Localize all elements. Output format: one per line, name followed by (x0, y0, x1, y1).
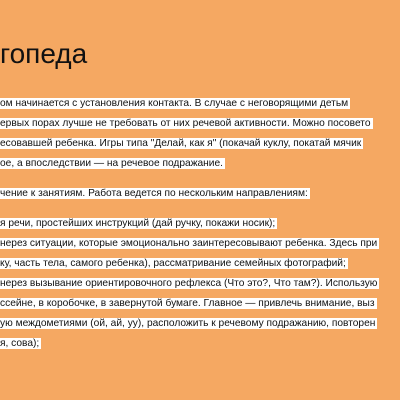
text-line-4 (0, 157, 225, 170)
text-line-12-text: я, сова); (0, 338, 40, 349)
text-line-9-text: нерез вызывание ориентировочного рефлекса (Что это?, Что там?). Использую (0, 278, 378, 289)
text-line-12 (0, 337, 41, 350)
text-line-1-text: ом начинается с установления контакта. В случае с неговорящими детьм (0, 98, 349, 109)
text-line-2 (0, 117, 373, 130)
text-line-5 (0, 187, 310, 200)
text-line-6-text: я речи, простейших инструкций (дай ручку, покажи носик); (0, 218, 276, 229)
text-line-6 (0, 217, 277, 230)
slide-title: гопеда (0, 38, 88, 69)
text-line-3 (0, 137, 363, 150)
text-line-7 (0, 237, 379, 250)
text-line-5-text: чение к занятиям. Работа ведется по нескольким направлениям: (0, 188, 308, 199)
text-line-7-text: нерез ситуации, которые эмоционально заинтересовывают ребенка. Здесь при (0, 238, 378, 249)
text-line-11-text: ую междометиями (ой, ай, уу), расположить к речевому подражанию, повторен (0, 318, 376, 329)
text-line-10-text: ссейне, в коробочке, в завернутой бумаге. Главное — привлечь внимание, выз (0, 298, 375, 309)
text-line-8 (0, 257, 348, 270)
text-line-2-text: ервых порах лучше не требовать от них речевой активности. Можно посовето (0, 118, 371, 129)
text-line-11 (0, 317, 377, 330)
text-line-3-text: есовавшей ребенка. Игры типа "Делай, как я" (покачай куклу, покатай мячик (0, 138, 362, 149)
text-line-1 (0, 97, 350, 110)
text-line-8-text: ку, часть тела, самого ребенка), рассматривание семейных фотографий; (0, 258, 346, 269)
text-line-9 (0, 277, 379, 290)
text-line-10 (0, 297, 377, 310)
text-line-4-text: ое, а впоследствии — на речевое подражание. (0, 158, 223, 169)
